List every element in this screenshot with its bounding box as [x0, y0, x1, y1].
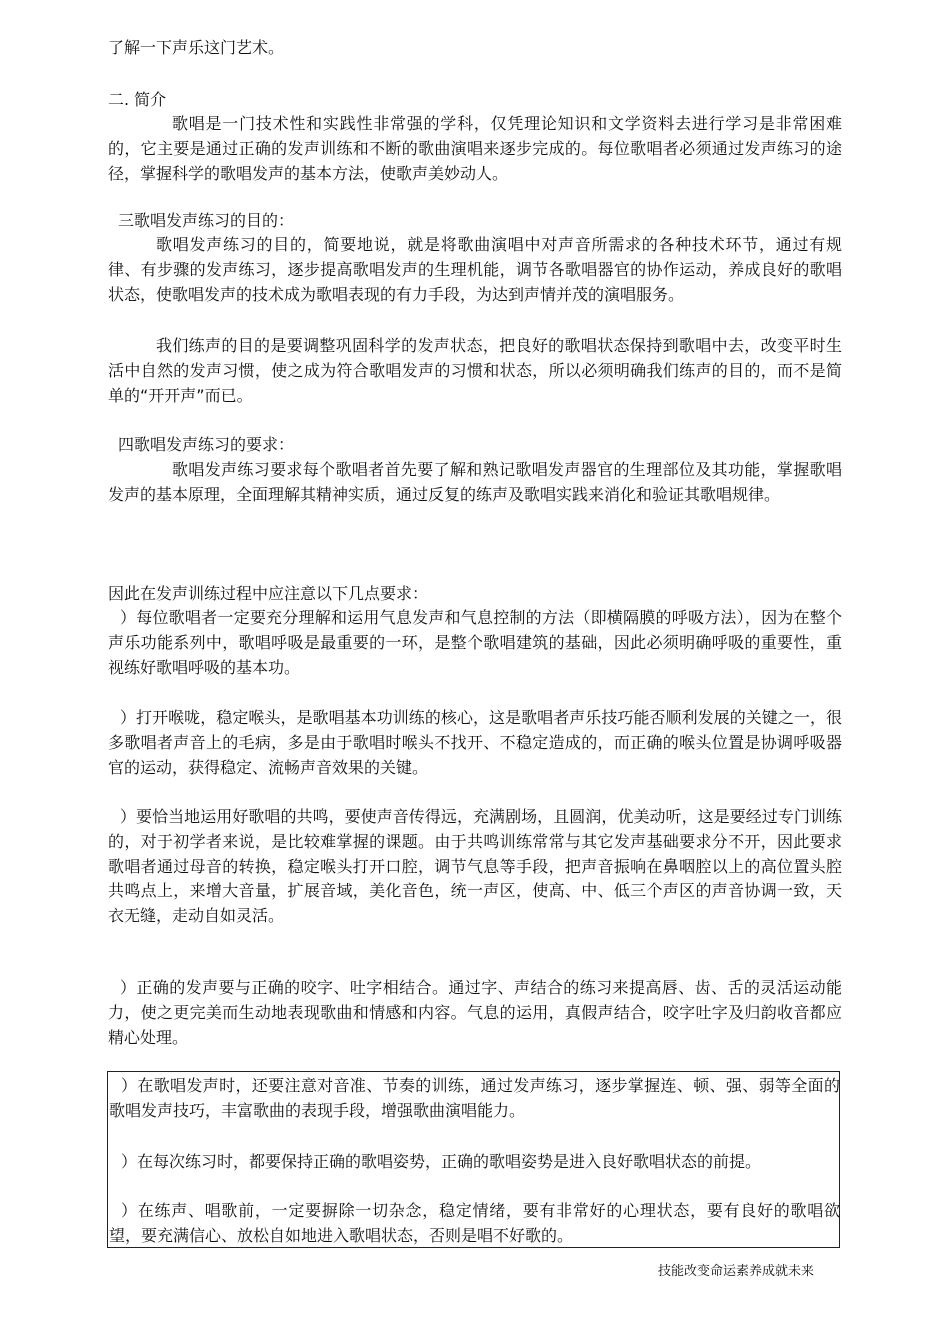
section-heading-purpose: 三歌唱发声练习的目的：	[118, 211, 295, 230]
requirements-intro: 因此在发声训练过程中应注意以下几点要求：	[108, 584, 429, 603]
boxed-requirements	[107, 1071, 840, 1248]
requirement-item-5: ）在歌唱发声时，还要注意对音准、节奏的训练，通过发声练习，逐步掌握连、顿、强、弱等全面的歌唱发声技巧，丰富歌曲的表现手段，增强歌曲演唱能力。	[109, 1076, 840, 1120]
requirement-item-3: ）要恰当地运用好歌唱的共鸣，要使声音传得远，充满剧场，且圆润，优美动听，这是要经过专门训练的，对于初学者来说，是比较难掌握的课题。由于共鸣训练常常与其它发声基础要求分不开，因此要求歌唱者通过母音的转换，稳定喉头打开口腔，调节气息等手段，把声音振响在鼻咽腔以上的高位置头腔共鸣点上，来增大音量，扩展音域，美化音色，统一声区，使高、中、低三个声区的声音协调一致，天衣无缝，走动自如灵活。	[108, 807, 842, 926]
requirement-item-1: ）每位歌唱者一定要充分理解和运用气息发声和气息控制的方法（即横隔膜的呼吸方法），因为在整个声乐功能系列中，歌唱呼吸是最重要的一环，是整个歌唱建筑的基础，因此必须明确呼吸的重要性，重视练好歌唱呼吸的基本功。	[108, 608, 842, 677]
paragraph-purpose-2: 我们练声的目的是要调整巩固科学的发声状态，把良好的歌唱状态保持到歌唱中去，改变平时生活中自然的发声习惯，使之成为符合歌唱发声的习惯和状态，所以必须明确我们练声的目的，而不是简单的“开开声”而已。	[108, 336, 842, 405]
paragraph-intro: 歌唱是一门技术性和实践性非常强的学科，仅凭理论知识和文学资料去进行学习是非常困难的，它主要是通过正确的发声训练和不断的歌曲演唱来逐步完成的。每位歌唱者必须通过发声练习的途径，掌握科学的歌唱发声的基本方法，使歌声美妙动人。	[108, 114, 842, 183]
requirement-item-2: ）打开喉咙，稳定喉头，是歌唱基本功训练的核心，这是歌唱者声乐技巧能否顺利发展的关键之一，很多歌唱者声音上的毛病，多是由于歌唱时喉头不找开、不稳定造成的，而正确的喉头位置是协调呼吸器官的运动，获得稳定、流畅声音效果的关键。	[108, 708, 842, 777]
continuation-line: 了解一下声乐这门艺术。	[108, 38, 285, 57]
requirement-item-4: ）正确的发声要与正确的咬字、吐字相结合。通过字、声结合的练习来提高唇、齿、舌的灵活运动能力，使之更完美而生动地表现歌曲和情感和内容。气息的运用，真假声结合，咬字吐字及归韵收音都应精心处理。	[108, 978, 842, 1047]
paragraph-requirements: 歌唱发声练习要求每个歌唱者首先要了解和熟记歌唱发声器官的生理部位及其功能，掌握歌唱发声的基本原理，全面理解其精神实质，通过反复的练声及歌唱实践来消化和验证其歌唱规律。	[108, 460, 842, 504]
requirement-item-7: ）在练声、唱歌前，一定要摒除一切杂念，稳定情绪，要有非常好的心理状态，要有良好的歌唱欲望，要充满信心、放松自如地进入歌唱状态，否则是唱不好歌的。	[109, 1201, 840, 1245]
page-footer: 技能改变命运素养成就未来	[658, 1264, 815, 1279]
requirement-item-6: ）在每次练习时，都要保持正确的歌唱姿势，正确的歌唱姿势是进入良好歌唱状态的前提。	[121, 1152, 762, 1171]
section-heading-intro: 二. 简介	[108, 90, 167, 109]
section-heading-requirements: 四歌唱发声练习的要求：	[118, 435, 295, 454]
paragraph-purpose-1: 歌唱发声练习的目的，简要地说，就是将歌曲演唱中对声音所需求的各种技术环节，通过有规律、有步骤的发声练习，逐步提高歌唱发声的生理机能，调节各歌唱器官的协作运动，养成良好的歌唱状态，使歌唱发声的技术成为歌唱表现的有力手段，为达到声情并茂的演唱服务。	[108, 235, 842, 304]
